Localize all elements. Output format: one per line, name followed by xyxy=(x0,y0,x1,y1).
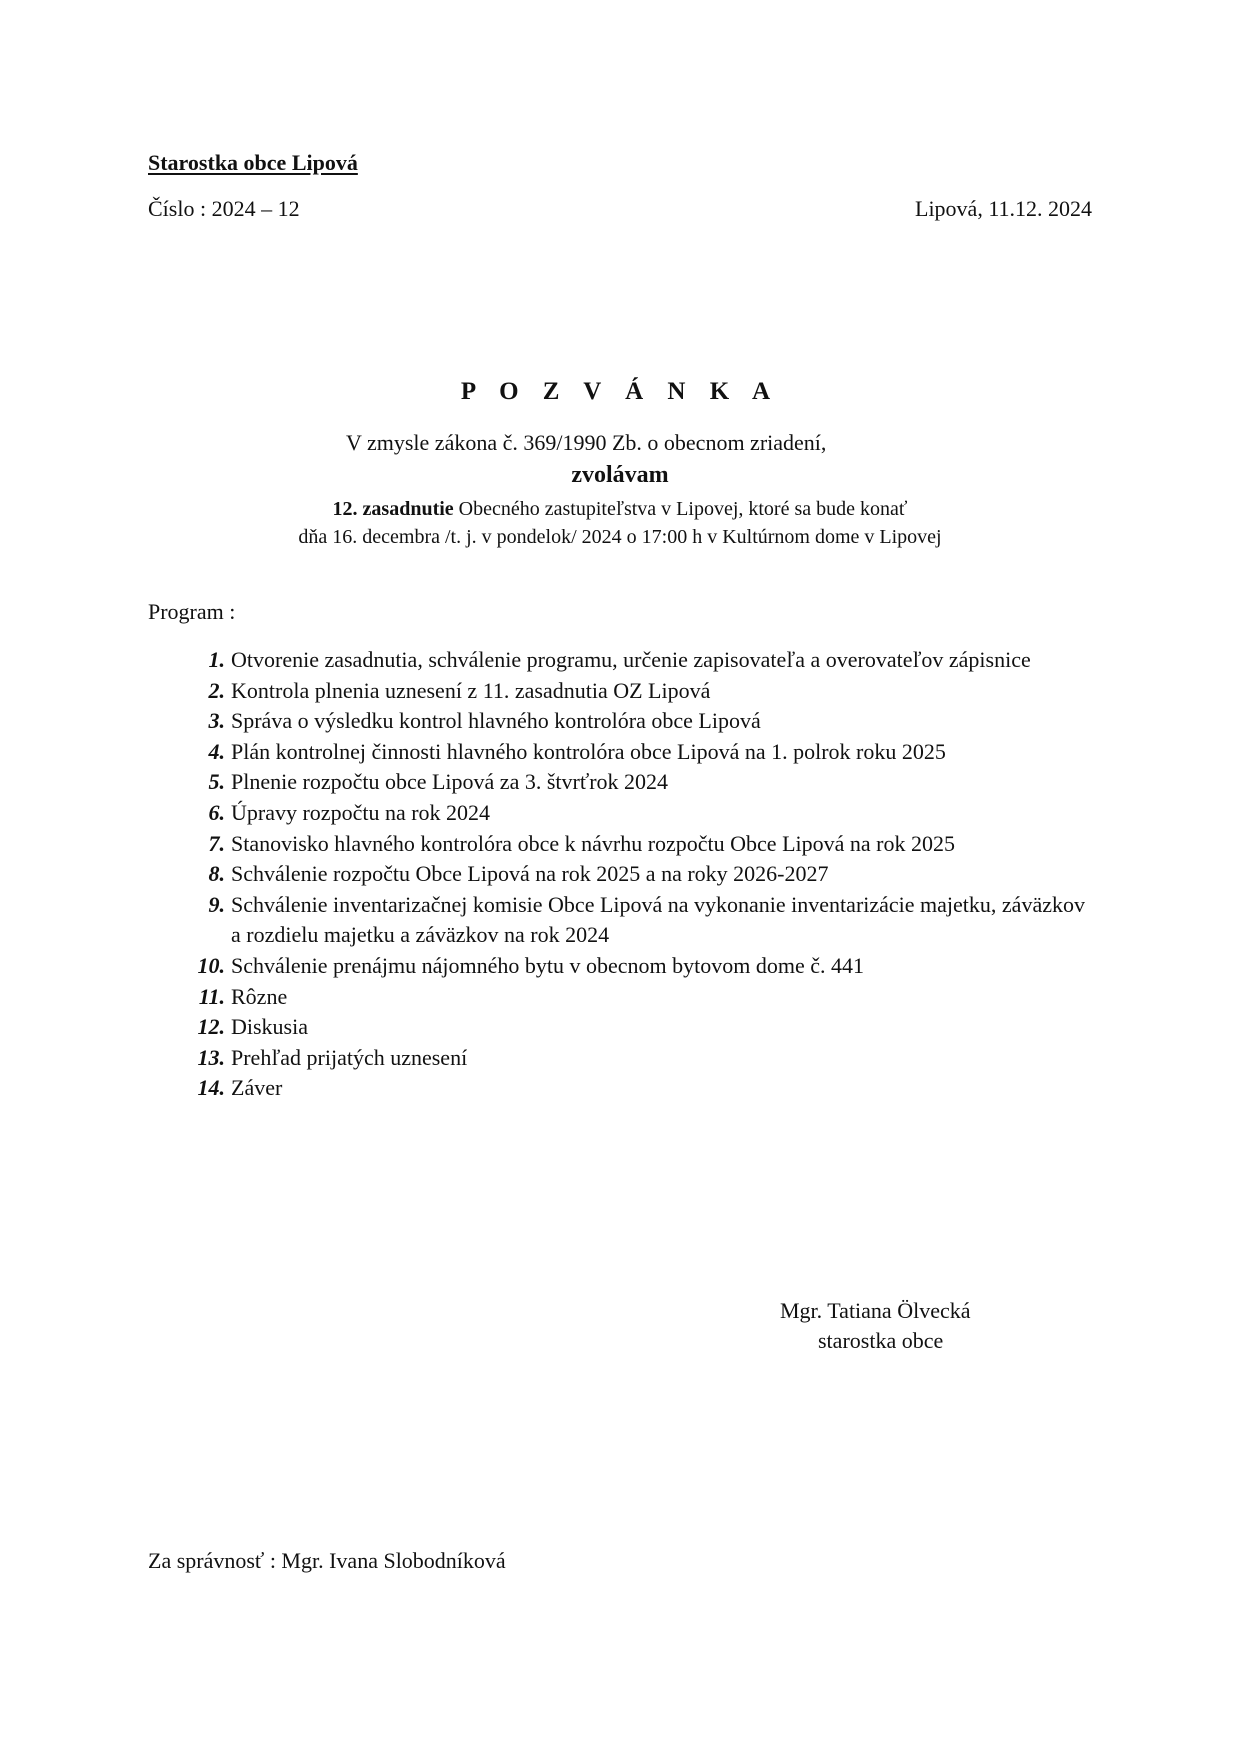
agenda-item-text: Kontrola plnenia uznesení z 11. zasadnutia OZ Lipová xyxy=(231,677,711,703)
agenda-item-number: 7. xyxy=(208,830,225,856)
agenda-item-text: Správa o výsledku kontrol hlavného kontrolóra obce Lipová xyxy=(231,708,761,734)
agenda-item-number: 6. xyxy=(208,799,225,825)
agenda-item-number: 12. xyxy=(197,1014,225,1040)
agenda-item-text: Diskusia xyxy=(231,1014,308,1040)
legal-basis-line: V zmysle zákona č. 369/1990 Zb. o obecnom zriadení, xyxy=(346,430,827,455)
agenda-item-number: 10. xyxy=(197,952,225,978)
agenda-item-number: 11. xyxy=(198,983,225,1009)
agenda-list xyxy=(0,645,1240,1104)
agenda-item-text: Plán kontrolnej činnosti hlavného kontrolóra obce Lipová na 1. polrok roku 2025 xyxy=(231,738,946,764)
agenda-item xyxy=(0,798,1240,829)
agenda-item-text: Úpravy rozpočtu na rok 2024 xyxy=(231,799,491,825)
agenda-item-number: 5. xyxy=(208,769,225,795)
agenda-item-text: Prehľad prijatých uznesení xyxy=(231,1044,468,1070)
signatory-name: Mgr. Tatiana Ölvecká xyxy=(780,1298,971,1323)
agenda-item-text: Záver xyxy=(231,1075,283,1101)
agenda-item-text: Plnenie rozpočtu obce Lipová za 3. štvrťrok 2024 xyxy=(231,769,669,795)
convene-heading: zvolávam xyxy=(571,462,669,488)
agenda-item xyxy=(0,767,1240,798)
agenda-item xyxy=(0,1043,1240,1074)
agenda-item xyxy=(0,829,1240,860)
agenda-item xyxy=(0,737,1240,768)
agenda-item-text: Rôzne xyxy=(231,983,288,1009)
agenda-item-number: 9. xyxy=(208,891,225,917)
meeting-number: 12. zasadnutie xyxy=(332,498,454,520)
agenda-item-number: 4. xyxy=(208,738,225,764)
meeting-line-1 xyxy=(0,498,1240,521)
agenda-item xyxy=(0,645,1240,676)
agenda-item-number: 2. xyxy=(208,677,225,703)
reference-number: Číslo : 2024 – 12 xyxy=(148,196,300,221)
agenda-item-number: 3. xyxy=(208,708,225,734)
agenda-item xyxy=(0,706,1240,737)
document-title: P O Z V Á N K A xyxy=(460,378,780,405)
agenda-item-text: Stanovisko hlavného kontrolóra obce k návrhu rozpočtu Obce Lipová na rok 2025 xyxy=(231,830,955,856)
agenda-item-number: 8. xyxy=(208,861,225,887)
agenda-item xyxy=(0,982,1240,1013)
place-and-date: Lipová, 11.12. 2024 xyxy=(915,196,1092,221)
program-label: Program : xyxy=(148,599,236,624)
meeting-description: Obecného zastupiteľstva v Lipovej, ktoré sa bude konať xyxy=(453,498,908,520)
issuer-heading: Starostka obce Lipová xyxy=(148,150,358,175)
agenda-item-text: Schválenie prenájmu nájomného bytu v obecnom bytovom dome č. 441 xyxy=(231,952,864,978)
agenda-item-number: 13. xyxy=(197,1044,225,1070)
agenda-item-text: Schválenie inventarizačnej komisie Obce Lipová na vykonanie inventarizácie majetku, záväzkov a rozdielu majetku a záväzkov na rok 2024 xyxy=(231,891,1085,948)
agenda-item-number: 1. xyxy=(208,647,225,672)
meeting-line-2: dňa 16. decembra /t. j. v pondelok/ 2024 o 17:00 h v Kultúrnom dome v Lipovej xyxy=(298,526,942,548)
correctness-note: Za správnosť : Mgr. Ivana Slobodníková xyxy=(148,1548,506,1573)
agenda-item-text: Otvorenie zasadnutia, schválenie programu, určenie zapisovateľa a overovateľov zápisnice xyxy=(231,647,1031,672)
agenda-item xyxy=(0,1073,1240,1104)
agenda-item xyxy=(0,890,1240,951)
agenda-item xyxy=(0,676,1240,707)
agenda-item-number: 14. xyxy=(197,1075,225,1101)
agenda-item xyxy=(0,859,1240,890)
agenda-item xyxy=(0,1012,1240,1043)
signatory-role: starostka obce xyxy=(818,1328,944,1353)
agenda-item xyxy=(0,951,1240,982)
agenda-item-text: Schválenie rozpočtu Obce Lipová na rok 2025 a na roky 2026-2027 xyxy=(231,861,829,887)
